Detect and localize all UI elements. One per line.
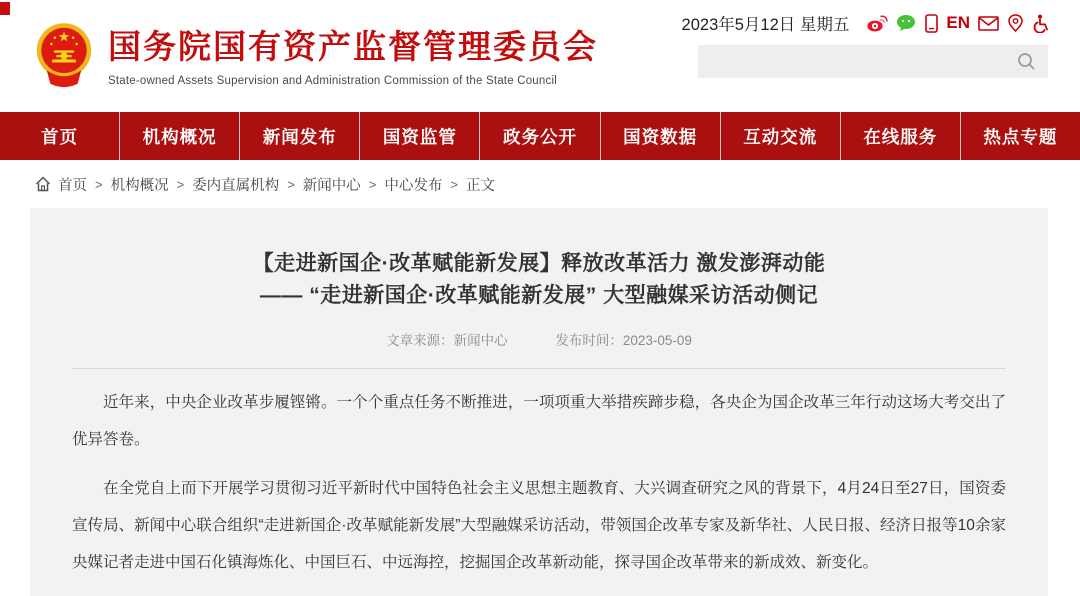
nav-item[interactable]: 机构概况 [119,112,239,160]
article-title-line2: —— “走进新国企·改革赋能新发展” 大型融媒采访活动侧记 [259,284,819,307]
search-icon[interactable] [1013,52,1048,71]
breadcrumb-item: 首页 > [58,176,103,194]
nav-item[interactable]: 在线服务 [840,112,960,160]
article-meta [72,329,1006,349]
article-title-line1: 【走进新国企·改革赋能新发展】释放改革活力 激发澎湃动能 [252,252,826,275]
mail-icon[interactable] [978,16,999,31]
corner-accent [0,2,10,15]
breadcrumb-separator: > [287,176,295,192]
breadcrumb-separator: > [95,176,103,192]
language-toggle-en[interactable]: EN [946,13,970,32]
article-body [72,384,1006,581]
home-icon[interactable] [35,176,51,192]
breadcrumb-item: 中心发布 > [384,176,458,194]
location-icon[interactable] [1007,14,1024,33]
breadcrumb-item: 正文 [465,177,495,194]
utility-row [681,10,1048,36]
nav-item[interactable]: 首页 [41,126,79,147]
current-date: 2023年5月12日 星期五 [681,16,850,34]
breadcrumb-item: 新闻中心 > [302,176,377,194]
article-paragraph: 在全党自上而下开展学习贯彻习近平新时代中国特色社会主义思想主题教育、大兴调查研究之风的背景下，4月24日至27日，国资委宣传局、新闻中心联合组织“走进新国企·改革赋能新发展”大型融媒采访活动，带领国企改革专家及新华社、人民日报、经济日报等10余家央媒记者走进中国石化镇海炼化、中国巨石、中远海控，挖掘国企改革新动能，探寻国企改革带来的新成效、新变化。 [72,480,1006,571]
breadcrumb-item: 委内直属机构 > [192,176,295,194]
breadcrumb-separator: > [368,176,377,192]
site-title: 国务院国有资产监督管理委员会 [108,28,598,65]
title-divider [72,368,1006,369]
article-panel [30,208,1048,596]
breadcrumb-item: 机构概况 > [110,176,185,194]
masthead [0,0,1080,112]
breadcrumb [0,160,1080,208]
search-box[interactable] [698,45,1048,78]
national-emblem-logo [35,20,93,88]
nav-item[interactable]: 政务公开 [479,112,599,160]
nav-item[interactable]: 新闻发布 [239,112,359,160]
main-navigation [0,112,1080,160]
accessibility-icon[interactable] [1032,14,1048,33]
article-title [72,248,1006,312]
weibo-icon[interactable] [867,14,888,32]
nav-item[interactable]: 国资监管 [359,112,479,160]
mobile-icon[interactable] [925,14,938,33]
article-paragraph: 近年来，中央企业改革步履铿锵。一个个重点任务不断推进，一项项重大举措疾蹄步稳，各央企为国企改革三年行动这场大考交出了优异答卷。 [72,394,1006,448]
breadcrumb-separator: > [176,176,185,192]
nav-item[interactable]: 互动交流 [720,112,840,160]
brand[interactable] [35,20,598,88]
nav-item[interactable]: 国资数据 [600,112,720,160]
breadcrumb-separator: > [450,176,458,192]
site-subtitle-en: State-owned Assets Supervision and Administration Commission of the State Council [108,75,557,87]
wechat-icon[interactable] [896,14,917,32]
search-input[interactable] [698,45,1013,78]
nav-item[interactable]: 热点专题 [960,112,1080,160]
publish-time: 发布时间：2023-05-09 [555,333,692,348]
article-source: 文章来源：新闻中心 [386,333,508,348]
